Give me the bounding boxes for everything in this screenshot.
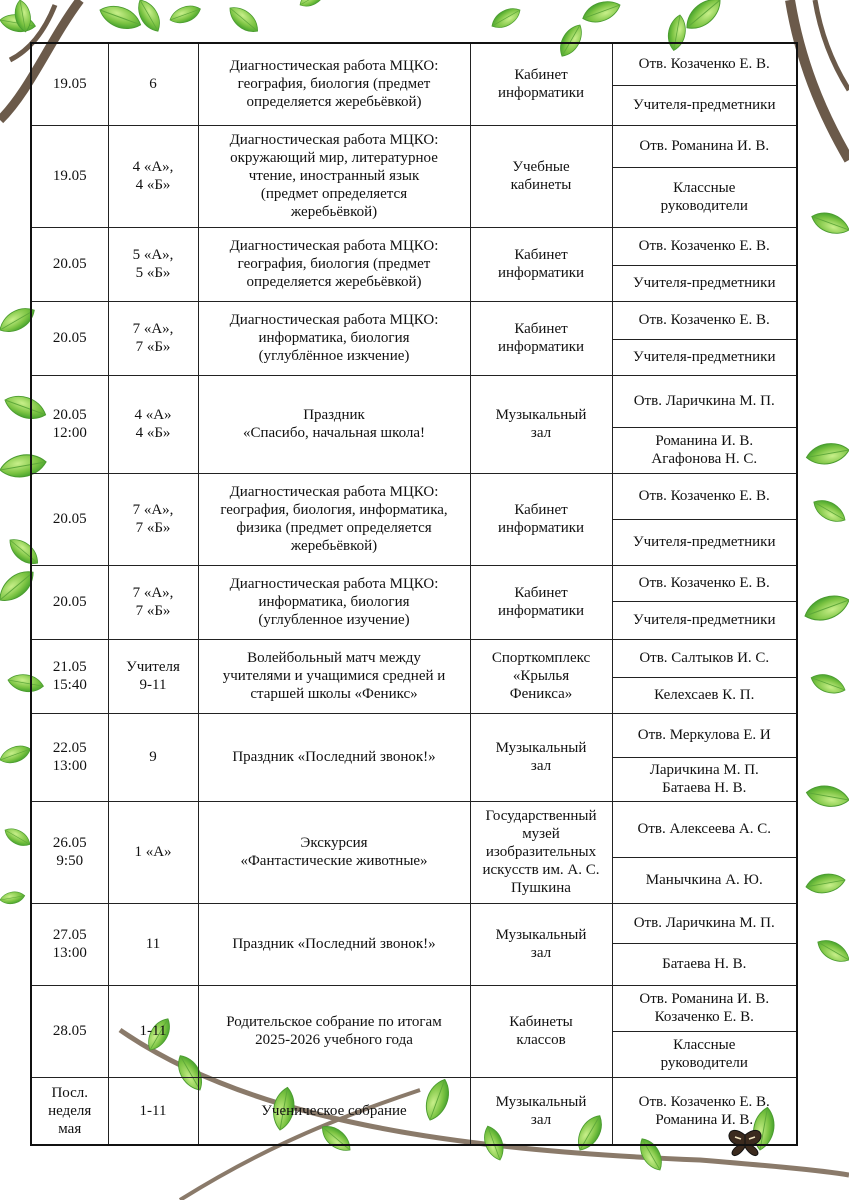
schedule-classes: 4 «А», 4 «Б» xyxy=(108,125,198,227)
schedule-responsible: Отв. Козаченко Е. В. xyxy=(612,227,797,265)
schedule-event: Праздник «Последний звонок!» xyxy=(198,903,470,985)
schedule-classes: 11 xyxy=(108,903,198,985)
schedule-classes: 7 «А», 7 «Б» xyxy=(108,301,198,375)
schedule-participants: Ларичкина М. П. Батаева Н. В. xyxy=(612,757,797,801)
schedule-date: 21.05 15:40 xyxy=(31,639,108,713)
schedule-date: Посл. неделя мая xyxy=(31,1077,108,1145)
schedule-responsible: Отв. Романина И. В. xyxy=(612,125,797,167)
schedule-participants: Учителя-предметники xyxy=(612,519,797,565)
table-row xyxy=(31,125,797,167)
schedule-date: 22.05 13:00 xyxy=(31,713,108,801)
schedule-place: Кабинет информатики xyxy=(470,565,612,639)
table-row xyxy=(31,985,797,1031)
schedule-event: Диагностическая работа МЦКО: география, биология (предмет определяется жеребьёвкой) xyxy=(198,43,470,125)
table-row xyxy=(31,227,797,265)
schedule-participants: Классные руководители xyxy=(612,167,797,227)
schedule-responsible: Отв. Козаченко Е. В. xyxy=(612,301,797,339)
schedule-date: 20.05 12:00 xyxy=(31,375,108,473)
schedule-classes: Учителя 9-11 xyxy=(108,639,198,713)
schedule-place: Кабинет информатики xyxy=(470,301,612,375)
schedule-place: Учебные кабинеты xyxy=(470,125,612,227)
schedule-classes: 7 «А», 7 «Б» xyxy=(108,565,198,639)
schedule-participants: Келехсаев К. П. xyxy=(612,677,797,713)
schedule-event: Волейбольный матч между учителями и учащимися средней и старшей школы «Феникс» xyxy=(198,639,470,713)
schedule-responsible: Отв. Меркулова Е. И xyxy=(612,713,797,757)
schedule-participants: Батаева Н. В. xyxy=(612,943,797,985)
schedule-place: Музыкальный зал xyxy=(470,1077,612,1145)
schedule-date: 27.05 13:00 xyxy=(31,903,108,985)
schedule-responsible: Отв. Ларичкина М. П. xyxy=(612,375,797,427)
schedule-event: Диагностическая работа МЦКО: окружающий мир, литературное чтение, иностранный язык (предмет определяется жеребьёвкой) xyxy=(198,125,470,227)
table-row xyxy=(31,639,797,677)
schedule-classes: 5 «А», 5 «Б» xyxy=(108,227,198,301)
schedule-event: Праздник «Последний звонок!» xyxy=(198,713,470,801)
schedule-participants: Классные руководители xyxy=(612,1031,797,1077)
table-row xyxy=(31,473,797,519)
schedule-responsible: Отв. Романина И. В. Козаченко Е. В. xyxy=(612,985,797,1031)
leaves-right xyxy=(801,208,849,967)
schedule-participants: Манычкина А. Ю. xyxy=(612,857,797,903)
table-row xyxy=(31,801,797,857)
table-row xyxy=(31,713,797,757)
schedule-place: Кабинет информатики xyxy=(470,473,612,565)
schedule-participants: Учителя-предметники xyxy=(612,601,797,639)
schedule-event: Диагностическая работа МЦКО: география, биология, информатика, физика (предмет определяется жеребьёвкой) xyxy=(198,473,470,565)
schedule-date: 28.05 xyxy=(31,985,108,1077)
schedule-place: Спорткомплекс «Крылья Феникса» xyxy=(470,639,612,713)
schedule-participants: Романина И. В. Агафонова Н. С. xyxy=(612,427,797,473)
schedule-participants: Учителя-предметники xyxy=(612,265,797,301)
schedule-event: Родительское собрание по итогам 2025-2026 учебного года xyxy=(198,985,470,1077)
schedule-classes: 1 «А» xyxy=(108,801,198,903)
schedule-event: Диагностическая работа МЦКО: информатика, биология (углублённое изкчение) xyxy=(198,301,470,375)
schedule-event: Диагностическая работа МЦКО: география, биология (предмет определяется жеребьёвкой) xyxy=(198,227,470,301)
schedule-place: Государственный музей изобразительных искусств им. А. С. Пушкина xyxy=(470,801,612,903)
table-row xyxy=(31,301,797,339)
schedule-participants: Учителя-предметники xyxy=(612,339,797,375)
schedule-date: 26.05 9:50 xyxy=(31,801,108,903)
table-row xyxy=(31,903,797,943)
schedule-place: Кабинет информатики xyxy=(470,43,612,125)
schedule-place: Кабинеты классов xyxy=(470,985,612,1077)
schedule-classes: 6 xyxy=(108,43,198,125)
schedule-responsible: Отв. Козаченко Е. В. xyxy=(612,43,797,85)
schedule-responsible: Отв. Алексеева А. С. xyxy=(612,801,797,857)
table-row xyxy=(31,1077,797,1145)
schedule-place: Кабинет информатики xyxy=(470,227,612,301)
table-row xyxy=(31,43,797,85)
schedule-date: 20.05 xyxy=(31,565,108,639)
schedule-date: 20.05 xyxy=(31,227,108,301)
schedule-responsible: Отв. Козаченко Е. В. xyxy=(612,565,797,601)
schedule-date: 19.05 xyxy=(31,43,108,125)
schedule-responsible: Отв. Козаченко Е. В. Романина И. В. xyxy=(612,1077,797,1145)
schedule-classes: 7 «А», 7 «Б» xyxy=(108,473,198,565)
schedule-date: 20.05 xyxy=(31,473,108,565)
schedule-body xyxy=(31,43,797,1145)
schedule-responsible: Отв. Ларичкина М. П. xyxy=(612,903,797,943)
schedule-place: Музыкальный зал xyxy=(470,713,612,801)
schedule-classes: 1-11 xyxy=(108,1077,198,1145)
schedule-event: Ученическое собрание xyxy=(198,1077,470,1145)
schedule-table xyxy=(30,42,798,1146)
schedule-sheet xyxy=(30,42,796,1146)
schedule-classes: 4 «А» 4 «Б» xyxy=(108,375,198,473)
schedule-classes: 1-11 xyxy=(108,985,198,1077)
schedule-place: Музыкальный зал xyxy=(470,903,612,985)
schedule-date: 19.05 xyxy=(31,125,108,227)
schedule-classes: 9 xyxy=(108,713,198,801)
schedule-date: 20.05 xyxy=(31,301,108,375)
schedule-responsible: Отв. Салтыков И. С. xyxy=(612,639,797,677)
schedule-event: Экскурсия «Фантастические животные» xyxy=(198,801,470,903)
schedule-event: Праздник «Спасибо, начальная школа! xyxy=(198,375,470,473)
schedule-event: Диагностическая работа МЦКО: информатика, биология (углубленное изучение) xyxy=(198,565,470,639)
schedule-responsible: Отв. Козаченко Е. В. xyxy=(612,473,797,519)
schedule-participants: Учителя-предметники xyxy=(612,85,797,125)
table-row xyxy=(31,375,797,427)
schedule-place: Музыкальный зал xyxy=(470,375,612,473)
table-row xyxy=(31,565,797,601)
